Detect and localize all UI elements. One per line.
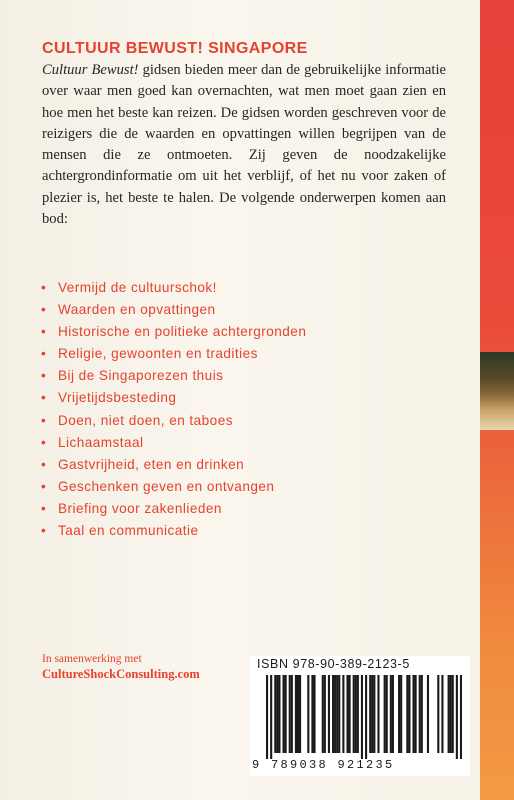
list-item <box>40 387 306 409</box>
ean-digits: 9 789038 921235 <box>252 758 395 772</box>
barcode-bar <box>406 675 408 753</box>
list-item <box>40 498 306 520</box>
intro-text: gidsen bieden meer dan de gebruikelijke informatie over waar men goed kan overnachten, wat men moet gaan zien en hoe men het beste kan reizen. De gidsen worden geschreven voor de reizigers die de waarden en opvattingen willen begrijpen van de mensen die ze ontmoeten. Zij geven de noodzakelijke achtergrondinformatie om uit het verblijf, of het nu voor zaken of plezier is, het beste te halen. De volgende onderwerpen komen aan bod: <box>42 62 446 228</box>
barcode-bar <box>270 675 272 759</box>
bullet-icon: • <box>41 523 47 539</box>
barcode-bar <box>419 675 421 753</box>
bullet-icon: • <box>41 412 47 428</box>
barcode-bar <box>297 675 299 753</box>
list-item <box>40 343 306 365</box>
bullet-icon: • <box>41 500 47 516</box>
list-item <box>40 432 306 454</box>
barcode-bar <box>355 675 357 753</box>
topic-label: Taal en communicatie <box>58 523 199 539</box>
barcode-bar <box>307 675 309 753</box>
barcode-bar <box>313 675 315 753</box>
barcode-bar <box>384 675 386 753</box>
bullet-icon: • <box>41 346 47 362</box>
bullet-icon: • <box>41 456 47 472</box>
partner-url: CultureShockConsulting.com <box>42 667 200 681</box>
barcode-bar <box>460 675 462 759</box>
barcode-bar <box>357 675 359 753</box>
barcode-bar <box>421 675 423 753</box>
barcode-bar <box>334 675 336 753</box>
barcode-bar <box>450 675 452 753</box>
topic-label: Historische en politieke achtergronden <box>58 324 307 340</box>
barcode-bar <box>266 675 268 759</box>
partner-label: In samenwerking met <box>42 653 142 665</box>
list-item <box>40 454 306 476</box>
barcode-bar <box>338 675 340 753</box>
barcode-bar <box>392 675 394 753</box>
topic-label: Briefing voor zakenlieden <box>58 500 222 516</box>
barcode-bar <box>324 675 326 753</box>
barcode-bar <box>342 675 344 753</box>
barcode-bar <box>349 675 351 753</box>
barcode-bar <box>283 675 285 753</box>
topic-label: Bij de Singaporezen thuis <box>58 368 224 384</box>
barcode-bar <box>299 675 301 753</box>
barcode-bar <box>369 675 371 753</box>
bullet-icon: • <box>41 302 47 318</box>
list-item <box>40 321 306 343</box>
barcode-bar <box>365 675 367 759</box>
list-item <box>40 277 306 299</box>
barcode-bar <box>336 675 338 753</box>
barcode-bar <box>415 675 417 753</box>
barcode-bar <box>295 675 297 753</box>
list-item <box>40 520 306 542</box>
bullet-icon: • <box>41 434 47 450</box>
isbn-text: ISBN 978-90-389-2123-5 <box>257 657 410 671</box>
bullet-icon: • <box>41 368 47 384</box>
bullet-icon: • <box>41 478 47 494</box>
barcode-bar <box>427 675 429 753</box>
topic-list <box>40 277 306 542</box>
barcode-bar <box>285 675 287 753</box>
barcode-bar <box>373 675 375 753</box>
barcode-bar <box>400 675 402 753</box>
barcode-bar <box>408 675 410 753</box>
barcode-bar <box>278 675 280 753</box>
barcode-bar <box>276 675 278 753</box>
barcode-bar <box>322 675 324 753</box>
bullet-icon: • <box>41 280 47 295</box>
barcode-icon <box>266 675 462 759</box>
topic-label: Lichaamstaal <box>58 434 144 450</box>
series-name: Cultuur Bewust! <box>42 62 139 78</box>
barcode-bar <box>377 675 379 753</box>
list-item <box>40 476 306 498</box>
barcode-bar <box>289 675 291 753</box>
book-title: CULTUUR BEWUST! SINGAPORE <box>42 40 308 57</box>
barcode-bar <box>441 675 443 753</box>
barcode-bar <box>328 675 330 753</box>
bullet-icon: • <box>41 324 47 340</box>
barcode-bar <box>452 675 454 753</box>
topic-label: Vrijetijdsbesteding <box>58 390 177 406</box>
barcode-bar <box>398 675 400 753</box>
list-item <box>40 365 306 387</box>
topic-label: Doen, niet doen, en taboes <box>58 412 233 428</box>
barcode-bar <box>456 675 458 759</box>
topic-label: Gastvrijheid, eten en drinken <box>58 456 245 472</box>
topic-label: Religie, gewoonten en tradities <box>58 346 258 362</box>
barcode-bar <box>274 675 276 753</box>
topic-label: Geschenken geven en ontvangen <box>58 478 275 494</box>
intro-paragraph <box>42 60 446 230</box>
barcode-bar <box>311 675 313 753</box>
strip-photo <box>480 352 514 430</box>
bullet-icon: • <box>41 390 47 406</box>
barcode-bar <box>371 675 373 753</box>
topic-label: Waarden en opvattingen <box>58 302 216 318</box>
barcode-bar <box>437 675 439 753</box>
barcode-bar <box>346 675 348 753</box>
barcode-bar <box>291 675 293 753</box>
barcode-bar <box>353 675 355 753</box>
list-item <box>40 410 306 432</box>
barcode-bar <box>332 675 334 753</box>
barcode-bar <box>412 675 414 753</box>
barcode-bar <box>386 675 388 753</box>
barcode-bar <box>448 675 450 753</box>
topic-label: Vermijd de cultuurschok! <box>58 280 217 295</box>
list-item <box>40 299 306 321</box>
barcode-bar <box>361 675 363 759</box>
barcode-bar <box>390 675 392 753</box>
